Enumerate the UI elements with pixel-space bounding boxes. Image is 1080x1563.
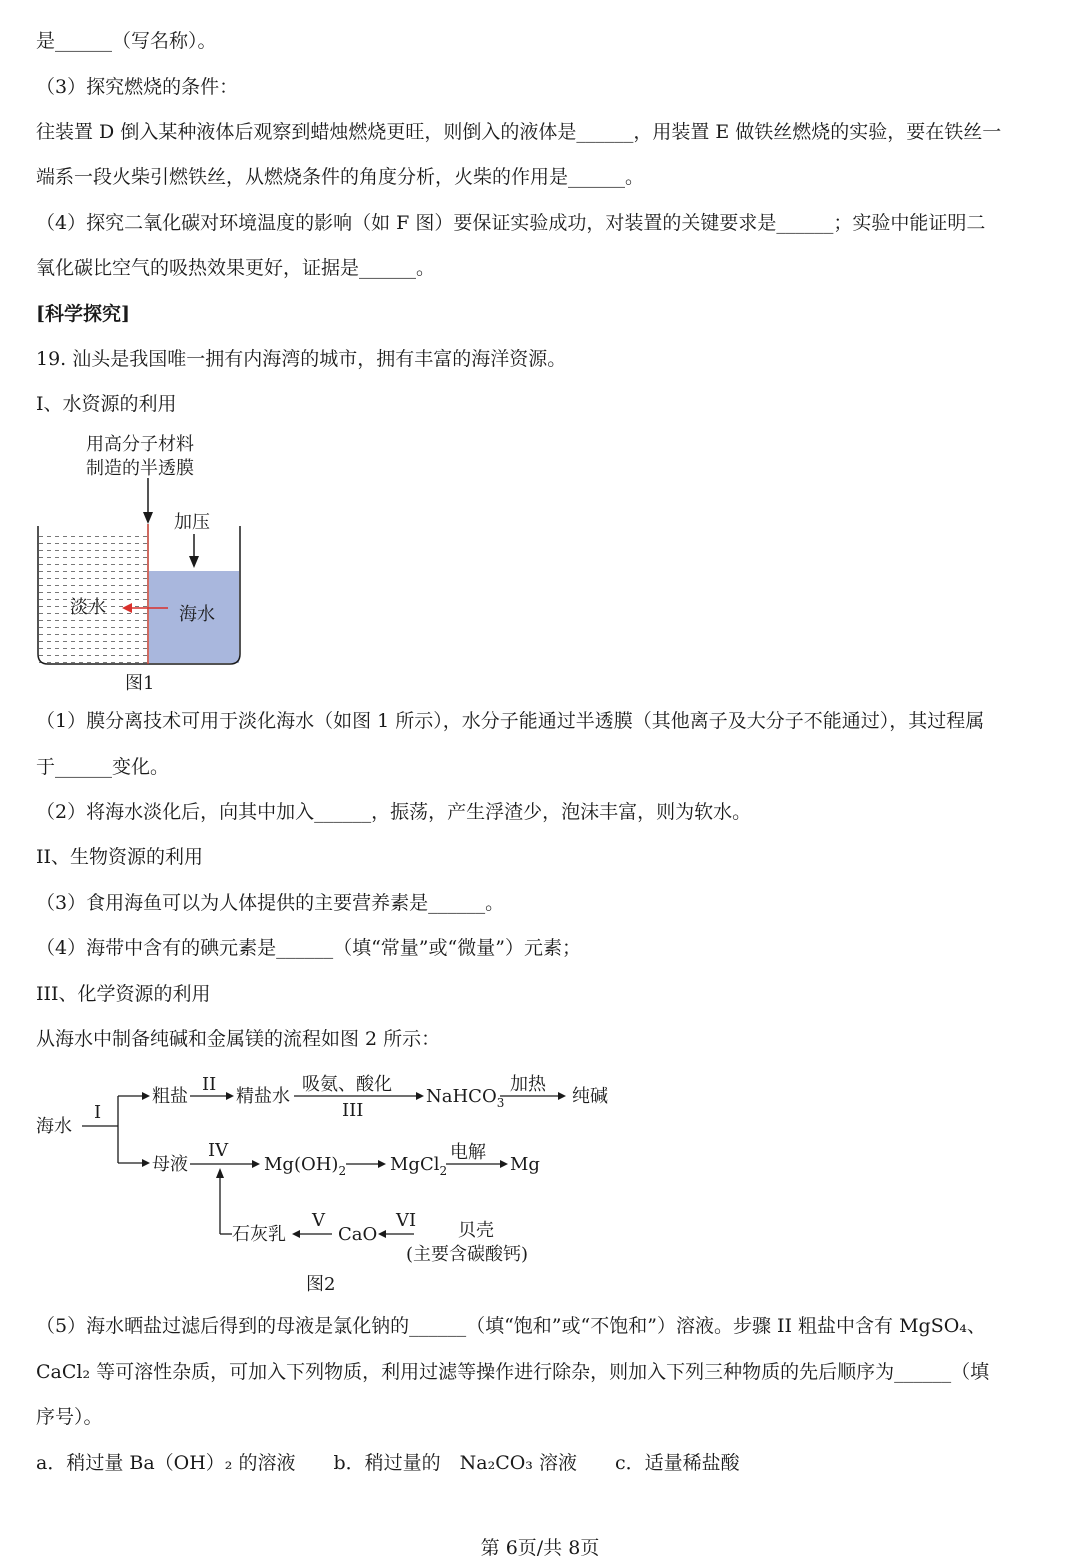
node-mgcl2: MgCl$_2$ (390, 1154, 448, 1178)
question-text-line: 往装置 D 倒入某种液体后观察到蜡烛燃烧更旺，则倒入的液体是______，用装置 E 做铁丝燃烧的实验，要在铁丝一 (36, 121, 1002, 143)
node-nahco3: NaHCO$_3$ (426, 1086, 505, 1110)
question-text-line: CaCl₂ 等可溶性杂质，可加入下列物质，利用过滤等操作进行除杂，则加入下列三种物质的先后顺序为______（填 (36, 1361, 990, 1383)
question-text-line: （4）探究二氧化碳对环境温度的影响（如 F 图）要保证实验成功，对装置的关键要求是______；实验中能证明二 (36, 212, 986, 234)
figure-1-membrane-diagram (30, 428, 270, 698)
page-footer: 第 6页/共 8页 (480, 1537, 600, 1559)
subsection-heading: I、水资源的利用 (36, 393, 177, 415)
question-text-line: （1）膜分离技术可用于淡化海水（如图 1 所示），水分子能通过半透膜（其他离子及大分子不能通过），其过程属 (36, 710, 985, 732)
figure-2-flowchart (30, 1064, 630, 1300)
step-2-label: II (202, 1074, 217, 1095)
subsection-heading: II、生物资源的利用 (36, 846, 204, 868)
membrane-label-1: 用高分子材料 (86, 434, 194, 455)
node-crude-salt: 粗盐 (152, 1086, 188, 1107)
question-text-line: 从海水中制备纯碱和金属镁的流程如图 2 所示： (36, 1028, 441, 1050)
question-text-line: 19. 汕头是我国唯一拥有内海湾的城市，拥有丰富的海洋资源。 (36, 348, 567, 370)
figure-1-caption: 图1 (125, 673, 155, 694)
node-shell: 贝壳 (458, 1220, 494, 1241)
membrane-label-2: 制造的半透膜 (86, 458, 194, 479)
step-4-label: IV (208, 1140, 229, 1161)
pressure-arrow-icon (189, 556, 199, 568)
heat-label: 加热 (510, 1074, 546, 1095)
subsection-heading: III、化学资源的利用 (36, 983, 211, 1005)
step-6-label: VI (396, 1210, 417, 1231)
question-text-line: 序号）。 (36, 1406, 103, 1428)
step-5-label: V (312, 1210, 325, 1231)
membrane-arrow-icon (143, 512, 153, 524)
question-text-line: （2）将海水淡化后，向其中加入______，振荡，产生浮渣少，泡沫丰富，则为软水。 (36, 801, 752, 823)
node-mgoh2: $Mg(OH)_2$ (264, 1154, 347, 1178)
question-text-line: （3）食用海鱼可以为人体提供的主要营养素是______。 (36, 892, 505, 914)
pressure-label: 加压 (174, 512, 210, 533)
node-shell-note: (主要含碳酸钙) (406, 1244, 529, 1265)
reagents-label: 吸氨、酸化 (302, 1074, 392, 1095)
node-lime-milk: 石灰乳 (232, 1224, 286, 1245)
figure-2-caption: 图2 (306, 1274, 336, 1295)
question-text-line: 端系一段火柴引燃铁丝，从燃烧条件的角度分析，火柴的作用是______。 (36, 166, 645, 188)
fresh-water-label: 淡水 (70, 597, 106, 618)
step-3-label: III (342, 1100, 364, 1121)
node-mother-liquor: 母液 (152, 1154, 188, 1175)
answer-options: a．稍过量 Ba（OH）₂ 的溶液 b．稍过量的 Na₂CO₃ 溶液 c．适量稀盐酸 (36, 1452, 740, 1474)
question-text-line: 是______（写名称）。 (36, 30, 217, 52)
node-cao: CaO (338, 1224, 378, 1245)
question-text-line: （5）海水晒盐过滤后得到的母液是氯化钠的______（填“饱和”或“不饱和”）溶液。步骤 II 粗盐中含有 MgSO₄、 (36, 1315, 986, 1337)
question-text-line: （3）探究燃烧的条件： (36, 76, 239, 98)
question-text-line: （4）海带中含有的碘元素是______（填“常量”或“微量”）元素； (36, 937, 581, 959)
node-refined-brine: 精盐水 (236, 1086, 290, 1107)
sea-water-label: 海水 (179, 604, 215, 625)
question-text-line: 于______变化。 (36, 756, 170, 778)
step-1-label: I (94, 1102, 102, 1123)
node-soda-ash: 纯碱 (572, 1086, 608, 1107)
question-text-line: 氧化碳比空气的吸热效果更好，证据是______。 (36, 257, 436, 279)
section-heading: [科学探究] (36, 303, 130, 325)
electrolysis-label: 电解 (450, 1142, 486, 1163)
node-seawater: 海水 (36, 1116, 72, 1137)
node-mg: Mg (510, 1154, 540, 1175)
